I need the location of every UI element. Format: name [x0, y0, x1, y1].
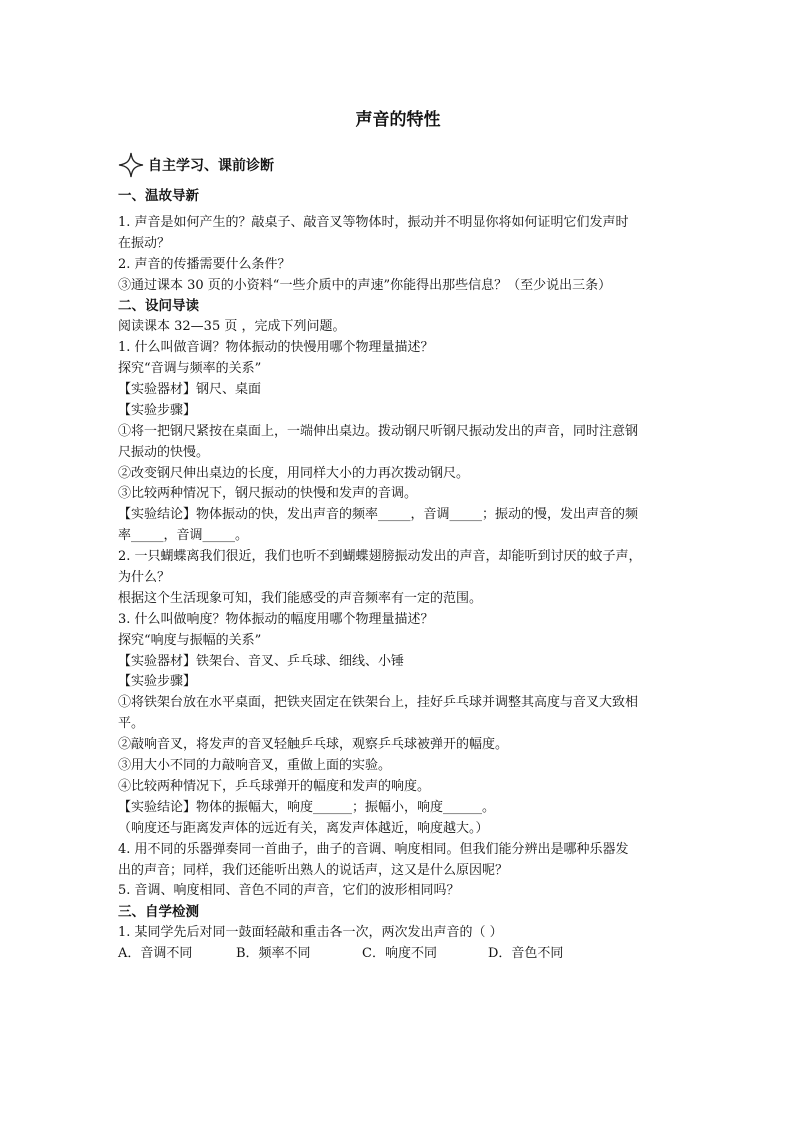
- text-line: 出的声音；同样，我们还能听出熟人的说话声，这又是什么原因呢？: [118, 862, 509, 878]
- option-a: A．音调不同: [118, 946, 193, 962]
- text-line: 【实验结论】物体振动的快，发出声音的频率_____，音调_____；振动的慢，发出声音的频: [118, 507, 639, 523]
- text-line: ④比较两种情况下，乒乓球弹开的幅度和发声的响度。: [118, 778, 431, 794]
- section-header-label: 自主学习、课前诊断: [148, 158, 274, 174]
- text-line: ①将一把钢尺紧按在桌面上，一端伸出桌边。拨动钢尺听钢尺振动发出的声音，同时注意钢: [118, 423, 639, 439]
- text-line: 探究“响度与振幅的关系”: [118, 632, 262, 648]
- page-title: 声音的特性: [355, 110, 441, 130]
- text-line: 【实验步骤】: [118, 674, 197, 690]
- text-line: 1. 什么叫做音调？物体振动的快慢用哪个物理量描述？: [118, 340, 434, 356]
- text-line: （响度还与距离发声体的远近有关，离发声体越近，响度越大。）: [118, 820, 489, 836]
- section-heading: 二、设问导读: [118, 298, 199, 315]
- option-b: B．频率不同: [236, 946, 311, 962]
- section-heading: 三、自学检测: [118, 904, 199, 921]
- text-line: 探究“音调与频率的关系”: [118, 361, 262, 377]
- text-line: 【实验器材】铁架台、音叉、乒乓球、细线、小锤: [118, 653, 405, 669]
- text-line: 4. 用不同的乐器弹奏同一首曲子，曲子的音调、响度相同。但我们能分辨出是哪种乐器发: [118, 841, 629, 857]
- text-line: ③用大小不同的力敲响音叉，重做上面的实验。: [118, 758, 392, 774]
- text-line: ③比较两种情况下，钢尺振动的快慢和发声的音调。: [118, 486, 418, 502]
- text-line: 5. 音调、响度相同、音色不同的声音，它们的波形相同吗？: [118, 883, 460, 899]
- section-header: [118, 152, 274, 178]
- text-line: 为什么？: [118, 570, 171, 586]
- option-d: D．音色不同: [488, 946, 564, 962]
- section-heading: 一、温故导新: [118, 188, 199, 204]
- text-line: 1. 声音是如何产生的？敲桌子、敲音叉等物体时，振动并不明显你将如何证明它们发声时: [118, 214, 629, 230]
- option-c: C．响度不同: [362, 946, 437, 962]
- text-line: 尺振动的快慢。: [118, 444, 210, 460]
- document-body: [118, 186, 698, 965]
- text-line: 2. 声音的传播需要什么条件？: [118, 256, 291, 272]
- answer-options: [118, 944, 698, 965]
- text-line: 根据这个生活现象可知，我们能感受的声音频率有一定的范围。: [118, 590, 483, 606]
- text-line: 【实验器材】钢尺、桌面: [118, 382, 262, 398]
- text-line: 在振动？: [118, 235, 171, 251]
- sparkle-icon: [118, 152, 144, 178]
- text-line: ②改变钢尺伸出桌边的长度，用同样大小的力再次拨动钢尺。: [118, 465, 470, 481]
- text-line: ①将铁架台放在水平桌面，把铁夹固定在铁架台上，挂好乒乓球并调整其高度与音叉大致相: [118, 695, 639, 711]
- text-line: 3. 什么叫做响度？物体振动的幅度用哪个物理量描述？: [118, 611, 434, 627]
- text-line: 1. 某同学先后对同一鼓面轻敲和重击各一次，两次发出声音的（ ）: [118, 925, 503, 941]
- text-line: ③通过课本 30 页的小资料“一些介质中的声速”你能得出那些信息？（至少说出三条）: [118, 277, 612, 293]
- text-line: ②敲响音叉，将发声的音叉轻触乒乓球，观察乒乓球被弹开的幅度。: [118, 737, 509, 753]
- text-line: 阅读课本 32—35 页 ，完成下列问题。: [118, 319, 346, 335]
- text-line: 平。: [118, 716, 145, 732]
- text-line: 【实验结论】物体的振幅大，响度______；振幅小，响度______。: [118, 799, 496, 815]
- text-line: 2. 一只蝴蝶离我们很近，我们也听不到蝴蝶翅膀振动发出的声音，却能听到讨厌的蚊子声，: [118, 549, 642, 565]
- text-line: 【实验步骤】: [118, 402, 197, 418]
- text-line: 率_____，音调_____。: [118, 528, 249, 544]
